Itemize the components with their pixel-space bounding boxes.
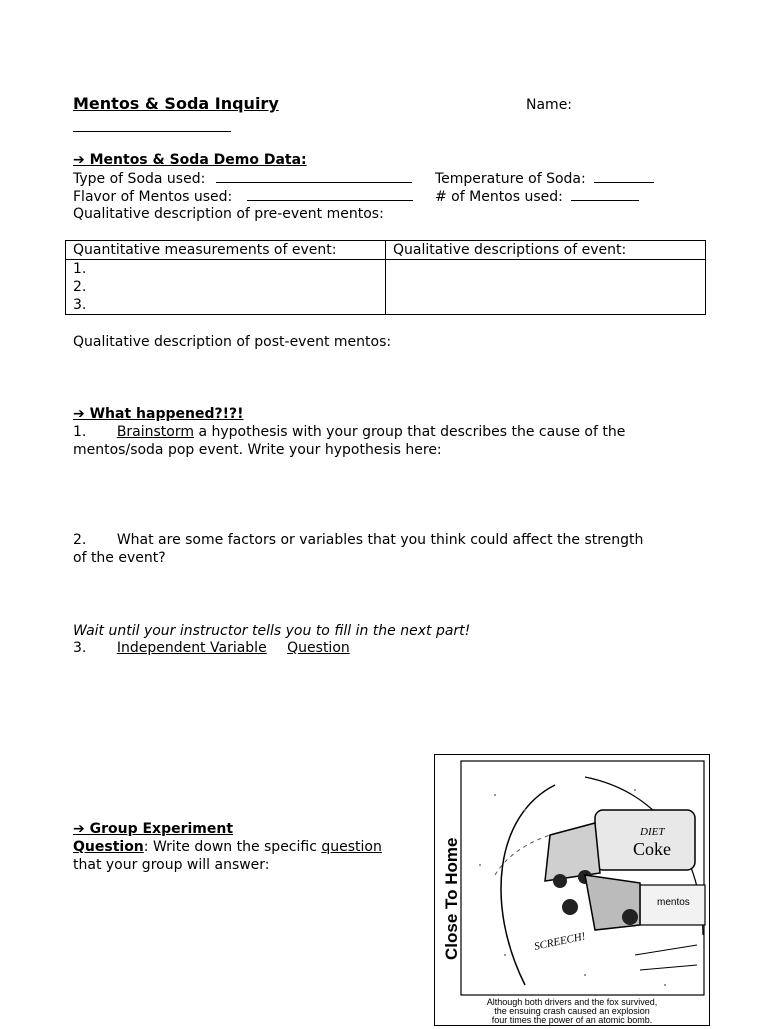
question-2-line-2: of the event? <box>73 550 166 566</box>
question-label: Question <box>73 839 144 855</box>
name-field-line[interactable] <box>73 114 231 132</box>
wait-note: Wait until your instructor tells you to fill in the next part! <box>73 623 471 639</box>
table-row-number: 2. <box>73 279 87 295</box>
demo-heading: ➔ Mentos & Soda Demo Data: <box>73 152 307 168</box>
temperature-label: Temperature of Soda: <box>435 171 586 187</box>
mentos-label: mentos <box>657 897 690 908</box>
cartoon-caption-line-2: the ensuing crash caused an explosion <box>494 1006 650 1016</box>
quantitative-cell[interactable] <box>66 260 386 315</box>
question-underlined: question <box>321 839 382 855</box>
group-question-line-2: that your group will answer: <box>73 857 270 873</box>
question-1-text: a hypothesis with your group that describes the cause of the <box>198 424 626 440</box>
table-header-qualitative: Qualitative descriptions of event: <box>386 241 706 260</box>
type-of-soda-label: Type of Soda used: <box>73 171 206 187</box>
pre-event-label: Qualitative description of pre-event mentos: <box>73 206 384 222</box>
type-of-soda-row <box>73 169 412 188</box>
question-3-line <box>73 639 350 657</box>
table-header-quantitative: Quantitative measurements of event: <box>66 241 386 260</box>
screech-text: SCREECH! <box>533 930 587 953</box>
truck-label-diet: DIET <box>640 826 665 838</box>
question-2-number: 2. <box>73 532 87 548</box>
flavor-field[interactable] <box>247 187 413 201</box>
question-2-text: What are some factors or variables that you think could affect the strength <box>116 532 644 548</box>
temperature-row <box>435 169 654 188</box>
cartoon-caption-line-1: Although both drivers and the fox survived, <box>486 997 658 1007</box>
type-of-soda-field[interactable] <box>216 169 412 183</box>
close-to-home-title: Close To Home <box>442 837 461 960</box>
truck-label-coke: Coke <box>633 839 671 859</box>
table-row-number: 3. <box>73 297 87 313</box>
num-mentos-row <box>435 187 639 206</box>
qualitative-cell[interactable] <box>386 260 706 315</box>
group-question-line-1 <box>73 838 382 856</box>
num-mentos-label: # of Mentos used: <box>435 189 563 205</box>
group-question-text: : Write down the specific <box>143 839 317 855</box>
page-title: Mentos & Soda Inquiry <box>73 94 279 113</box>
post-event-label: Qualitative description of post-event mentos: <box>73 334 392 350</box>
flavor-row <box>73 187 413 206</box>
question-3-number: 3. <box>73 640 87 656</box>
flavor-label: Flavor of Mentos used: <box>73 189 233 205</box>
question-2-line-1 <box>73 531 643 549</box>
num-mentos-field[interactable] <box>571 187 639 201</box>
cartoon-caption-line-3: four times the power of an atomic bomb. <box>491 1015 653 1025</box>
what-happened-heading: ➔ What happened?!?! <box>73 406 244 422</box>
cartoon-image <box>434 754 710 1026</box>
question-1-number: 1. <box>73 424 87 440</box>
name-label: Name: <box>526 97 573 113</box>
question-1-line-1 <box>73 423 625 441</box>
event-measurements-table <box>65 240 706 315</box>
group-experiment-heading: ➔ Group Experiment <box>73 821 234 837</box>
independent-variable-term: Independent Variable <box>116 640 267 656</box>
question-term: Question <box>287 640 350 656</box>
temperature-field[interactable] <box>594 169 654 183</box>
table-row-number: 1. <box>73 261 87 277</box>
question-1-line-2: mentos/soda pop event. Write your hypothesis here: <box>73 442 442 458</box>
cartoon-drawing <box>435 755 709 1025</box>
brainstorm-term: Brainstorm <box>116 424 195 440</box>
